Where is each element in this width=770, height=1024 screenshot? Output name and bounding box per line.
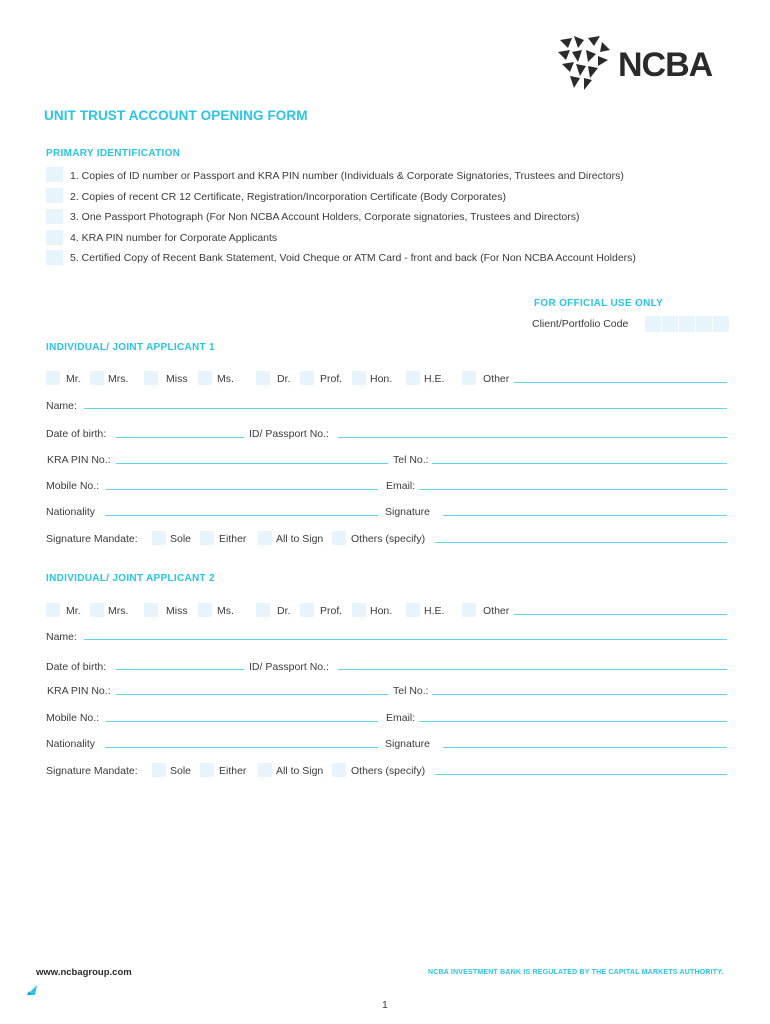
dob-field[interactable]: [116, 437, 244, 438]
name-label: Name:: [46, 400, 77, 412]
tel-field[interactable]: [432, 694, 727, 695]
dob-label: Date of birth:: [46, 661, 107, 673]
title-miss: Miss: [166, 605, 188, 617]
portfolio-code-cell-4[interactable]: [696, 316, 712, 332]
title-checkbox-dr[interactable]: [256, 371, 270, 385]
title-ms: Ms.: [217, 373, 234, 385]
email-label: Email:: [386, 712, 416, 724]
other-title-field[interactable]: [514, 382, 727, 383]
title-checkbox-mrs[interactable]: [90, 371, 104, 385]
email-label: Email:: [386, 480, 416, 492]
title-checkbox-mr[interactable]: [46, 603, 60, 617]
ncba-star-icon: [556, 34, 614, 92]
id-passport-label: ID/ Passport No.:: [249, 661, 329, 673]
title-other: Other: [483, 373, 510, 385]
title-dr: Dr.: [277, 605, 291, 617]
id-passport-field[interactable]: [338, 669, 727, 670]
mandate-checkbox-sole[interactable]: [152, 531, 166, 545]
applicant-1-heading: INDIVIDUAL/ JOINT APPLICANT 1: [46, 342, 215, 353]
name-field[interactable]: [84, 408, 727, 409]
title-checkbox-prof[interactable]: [300, 371, 314, 385]
title-checkbox-hon[interactable]: [352, 603, 366, 617]
title-mr: Mr.: [66, 605, 81, 617]
mobile-label: Mobile No.:: [46, 480, 100, 492]
mandate-others-field[interactable]: [435, 542, 727, 543]
title-mr: Mr.: [66, 373, 81, 385]
mobile-field[interactable]: [106, 721, 378, 722]
id-item-5: 5. Certified Copy of Recent Bank Statement, Void Cheque or ATM Card - front and back (For Non NCBA Account Holders): [70, 252, 636, 264]
dob-field[interactable]: [116, 669, 244, 670]
form-title: UNIT TRUST ACCOUNT OPENING FORM: [44, 108, 308, 123]
title-checkbox-other[interactable]: [462, 603, 476, 617]
mobile-field[interactable]: [106, 489, 378, 490]
mandate-checkbox-others[interactable]: [332, 763, 346, 777]
tel-field[interactable]: [432, 463, 727, 464]
nationality-field[interactable]: [106, 515, 378, 516]
title-checkbox-he[interactable]: [406, 603, 420, 617]
title-he: H.E.: [424, 605, 445, 617]
official-use-heading: FOR OFFICIAL USE ONLY: [534, 298, 664, 309]
id-item-2: 2. Copies of recent CR 12 Certificate, Registration/Incorporation Certificate (Body Corporates): [70, 191, 506, 203]
email-field[interactable]: [419, 721, 727, 722]
other-title-field[interactable]: [514, 614, 727, 615]
signature-field[interactable]: [443, 747, 727, 748]
tel-label: Tel No.:: [393, 454, 429, 466]
kra-pin-label: KRA PIN No.:: [47, 454, 111, 466]
brand-name: NCBA: [618, 46, 713, 84]
id-item-3: 3. One Passport Photograph (For Non NCBA Account Holders, Corporate signatories, Trustees and Directors): [70, 211, 580, 223]
title-checkbox-other[interactable]: [462, 371, 476, 385]
mandate-all-to-sign: All to Sign: [276, 765, 324, 777]
title-ms: Ms.: [217, 605, 234, 617]
title-prof: Prof.: [320, 605, 343, 617]
mandate-others: Others (specify): [351, 765, 426, 777]
title-prof: Prof.: [320, 373, 343, 385]
title-checkbox-mr[interactable]: [46, 371, 60, 385]
title-other: Other: [483, 605, 510, 617]
portfolio-code-cell-2[interactable]: [662, 316, 678, 332]
kra-pin-field[interactable]: [116, 694, 388, 695]
portfolio-code-cell-5[interactable]: [713, 316, 729, 332]
mandate-checkbox-others[interactable]: [332, 531, 346, 545]
mandate-checkbox-either[interactable]: [200, 763, 214, 777]
name-field[interactable]: [84, 639, 727, 640]
checkbox-id-item-1[interactable]: [46, 167, 63, 182]
mandate-checkbox-sole[interactable]: [152, 763, 166, 777]
nationality-label: Nationality: [46, 738, 96, 750]
checkbox-id-item-2[interactable]: [46, 188, 63, 203]
title-checkbox-dr[interactable]: [256, 603, 270, 617]
signature-label: Signature: [385, 506, 430, 518]
page-number: 1: [382, 999, 388, 1011]
title-miss: Miss: [166, 373, 188, 385]
id-passport-label: ID/ Passport No.:: [249, 428, 329, 440]
title-checkbox-ms[interactable]: [198, 371, 212, 385]
checkbox-id-item-4[interactable]: [46, 230, 63, 245]
name-label: Name:: [46, 631, 77, 643]
primary-identification-heading: PRIMARY IDENTIFICATION: [46, 148, 181, 159]
mandate-checkbox-either[interactable]: [200, 531, 214, 545]
kra-pin-label: KRA PIN No.:: [47, 685, 111, 697]
mandate-others: Others (specify): [351, 533, 426, 545]
signature-field[interactable]: [443, 515, 727, 516]
nationality-field[interactable]: [106, 747, 378, 748]
title-mrs: Mrs.: [108, 373, 129, 385]
portfolio-code-cell-1[interactable]: [645, 316, 661, 332]
portfolio-code-cell-3[interactable]: [679, 316, 695, 332]
checkbox-id-item-5[interactable]: [46, 250, 63, 265]
mandate-checkbox-all-to-sign[interactable]: [258, 531, 272, 545]
id-passport-field[interactable]: [338, 437, 727, 438]
title-checkbox-miss[interactable]: [144, 603, 158, 617]
title-checkbox-hon[interactable]: [352, 371, 366, 385]
checkbox-id-item-3[interactable]: [46, 209, 63, 224]
id-item-4: 4. KRA PIN number for Corporate Applicants: [70, 232, 278, 244]
ncba-arrow-icon: [26, 984, 38, 996]
mandate-all-to-sign: All to Sign: [276, 533, 324, 545]
signature-mandate-label: Signature Mandate:: [46, 765, 138, 777]
title-checkbox-mrs[interactable]: [90, 603, 104, 617]
kra-pin-field[interactable]: [116, 463, 388, 464]
title-mrs: Mrs.: [108, 605, 129, 617]
website-link[interactable]: www.ncbagroup.com: [36, 967, 132, 978]
mandate-either: Either: [219, 533, 247, 545]
signature-mandate-label: Signature Mandate:: [46, 533, 138, 545]
mandate-others-field[interactable]: [435, 774, 727, 775]
title-checkbox-miss[interactable]: [144, 371, 158, 385]
mandate-either: Either: [219, 765, 247, 777]
ncba-logo: [556, 34, 736, 92]
mandate-checkbox-all-to-sign[interactable]: [258, 763, 272, 777]
title-checkbox-prof[interactable]: [300, 603, 314, 617]
client-portfolio-code-label: Client/Portfolio Code: [532, 318, 629, 330]
mobile-label: Mobile No.:: [46, 712, 100, 724]
tel-label: Tel No.:: [393, 685, 429, 697]
signature-label: Signature: [385, 738, 430, 750]
mandate-sole: Sole: [170, 533, 192, 545]
dob-label: Date of birth:: [46, 428, 107, 440]
title-dr: Dr.: [277, 373, 291, 385]
mandate-sole: Sole: [170, 765, 192, 777]
id-item-1: 1. Copies of ID number or Passport and KRA PIN number (Individuals & Corporate Signatories, Trustees and Directors): [70, 170, 624, 182]
applicant-2-heading: INDIVIDUAL/ JOINT APPLICANT 2: [46, 573, 215, 584]
title-he: H.E.: [424, 373, 445, 385]
regulation-notice: NCBA INVESTMENT BANK IS REGULATED BY THE CAPITAL MARKETS AUTHORITY.: [428, 969, 724, 976]
title-hon: Hon.: [370, 373, 393, 385]
title-checkbox-ms[interactable]: [198, 603, 212, 617]
title-hon: Hon.: [370, 605, 393, 617]
nationality-label: Nationality: [46, 506, 96, 518]
email-field[interactable]: [419, 489, 727, 490]
title-checkbox-he[interactable]: [406, 371, 420, 385]
